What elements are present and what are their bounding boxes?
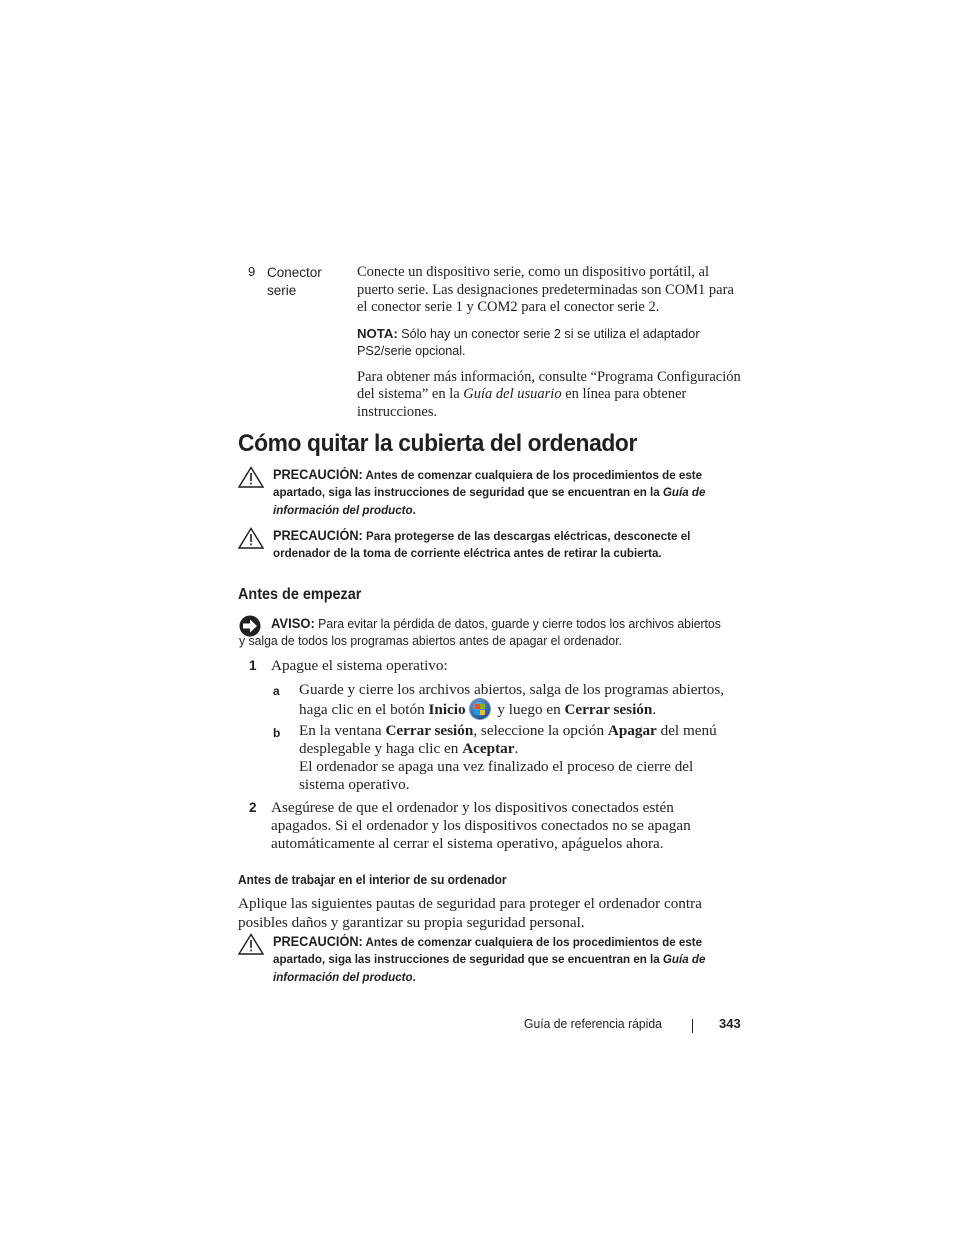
caution-end: . (412, 502, 416, 517)
step-2-text: Asegúrese de que el ordenador y los dispositivos conectados estén apagados. Si el ordenador y los dispositivos conectados no se apagan automáticamente al cerrar el sistema operativo, apáguelos ahora. (271, 799, 691, 852)
caution-label: PRECAUCIÓN: (273, 934, 363, 949)
caution-body: Para protegerse de las descargas eléctricas, desconecte el ordenador de la toma de corriente eléctrica antes de retirar la cubierta. (273, 529, 691, 561)
more-info-text: Para obtener más información, consulte “Programa Configuración del sistema” en la (357, 368, 741, 403)
substep-b-part3: del menú desplegable y haga clic en (299, 722, 717, 757)
notice-text (238, 615, 735, 651)
subsection-title-before: Antes de empezar (238, 586, 362, 603)
connector-description-cell (357, 264, 742, 422)
notice-block (238, 615, 743, 651)
notice-line-2: y salga de todos los programas abiertos antes de apagar el ordenador. (238, 634, 623, 649)
apagar-label: Apagar (607, 722, 657, 739)
connector-description: Conecte un dispositivo serie, como un dispositivo portátil, al puerto serie. Las designaciones predeterminadas son COM1 para el conector serie 1 y COM2 para el conector serie 2. (357, 264, 734, 316)
caution-block-2 (238, 527, 743, 563)
note-text: Sólo hay un conector serie 2 si se utiliza el adaptador PS2/serie opcional. (357, 326, 700, 359)
substep-b-letter: b (273, 726, 281, 740)
more-info-end: en línea para obtener instrucciones. (357, 386, 687, 420)
user-guide-ref: Guía del usuario (463, 386, 562, 403)
caution-body: Antes de comenzar cualquiera de los procedimientos de este apartado, siga las instrucciones de seguridad que se encuentran en la (273, 935, 703, 967)
substep-a-end: . (652, 701, 657, 718)
subsection-title-working: Antes de trabajar en el interior de su ordenador (238, 872, 507, 887)
working-intro: Aplique las siguientes pautas de seguridad para proteger el ordenador contra posibles daños y garantizar su propia seguridad personal. (238, 895, 702, 931)
substep-b-end: . (514, 740, 519, 757)
step-1-number: 1 (249, 658, 257, 673)
substep-a-part2: y luego en (493, 701, 565, 718)
connector-name: Conector serie (267, 265, 322, 298)
footer-title: Guía de referencia rápida (524, 1016, 662, 1031)
cerrar-sesion-label: Cerrar sesión (564, 701, 653, 718)
caution-label: PRECAUCIÓN: (273, 528, 363, 543)
warning-triangle-icon (238, 933, 264, 955)
product-info-guide-ref: Guía de información del producto (273, 952, 706, 984)
notice-label: AVISO: (271, 616, 315, 631)
caution-label: PRECAUCIÓN: (273, 467, 363, 482)
page-number: 343 (719, 1016, 741, 1031)
substep-a-part1: Guarde y cierre los archivos abiertos, salga de los programas abiertos, haga clic en el botón (299, 681, 725, 718)
substep-b-part1: En la ventana (299, 722, 386, 739)
caution-body: Antes de comenzar cualquiera de los procedimientos de este apartado, siga las instrucciones de seguridad que se encuentran en la (273, 468, 703, 500)
caution-text-1 (273, 466, 739, 519)
product-info-guide-ref: Guía de información del producto (273, 485, 706, 517)
note (357, 325, 742, 361)
notice-line-1: Para evitar la pérdida de datos, guarde y cierre todos los archivos abiertos (314, 617, 721, 631)
windows-start-icon (470, 699, 490, 719)
caution-block-1 (238, 466, 743, 519)
substep-a-text (299, 681, 744, 719)
caution-end: . (412, 969, 416, 984)
caution-text-2 (273, 527, 739, 563)
substep-b-text (299, 722, 739, 794)
caution-text-3 (273, 933, 739, 986)
step-2-number: 2 (249, 800, 257, 815)
cerrar-sesion-label: Cerrar sesión (385, 722, 474, 739)
step-1-text: Apague el sistema operativo: (271, 657, 448, 674)
substep-b-part2: , seleccione la opción (473, 722, 608, 739)
section-title: Cómo quitar la cubierta del ordenador (238, 430, 637, 457)
warning-triangle-icon (238, 466, 264, 488)
footer-separator (692, 1019, 693, 1033)
substep-b-result: El ordenador se apaga una vez finalizado el proceso de cierre del sistema operativo. (299, 758, 694, 793)
substep-a-letter: a (273, 684, 280, 698)
connector-number: 9 (248, 264, 256, 279)
inicio-label: Inicio (428, 701, 466, 718)
more-info (357, 369, 742, 422)
warning-triangle-icon (238, 527, 264, 549)
note-label: NOTA: (357, 325, 398, 341)
aceptar-label: Aceptar (462, 740, 515, 757)
caution-block-3 (238, 933, 743, 986)
